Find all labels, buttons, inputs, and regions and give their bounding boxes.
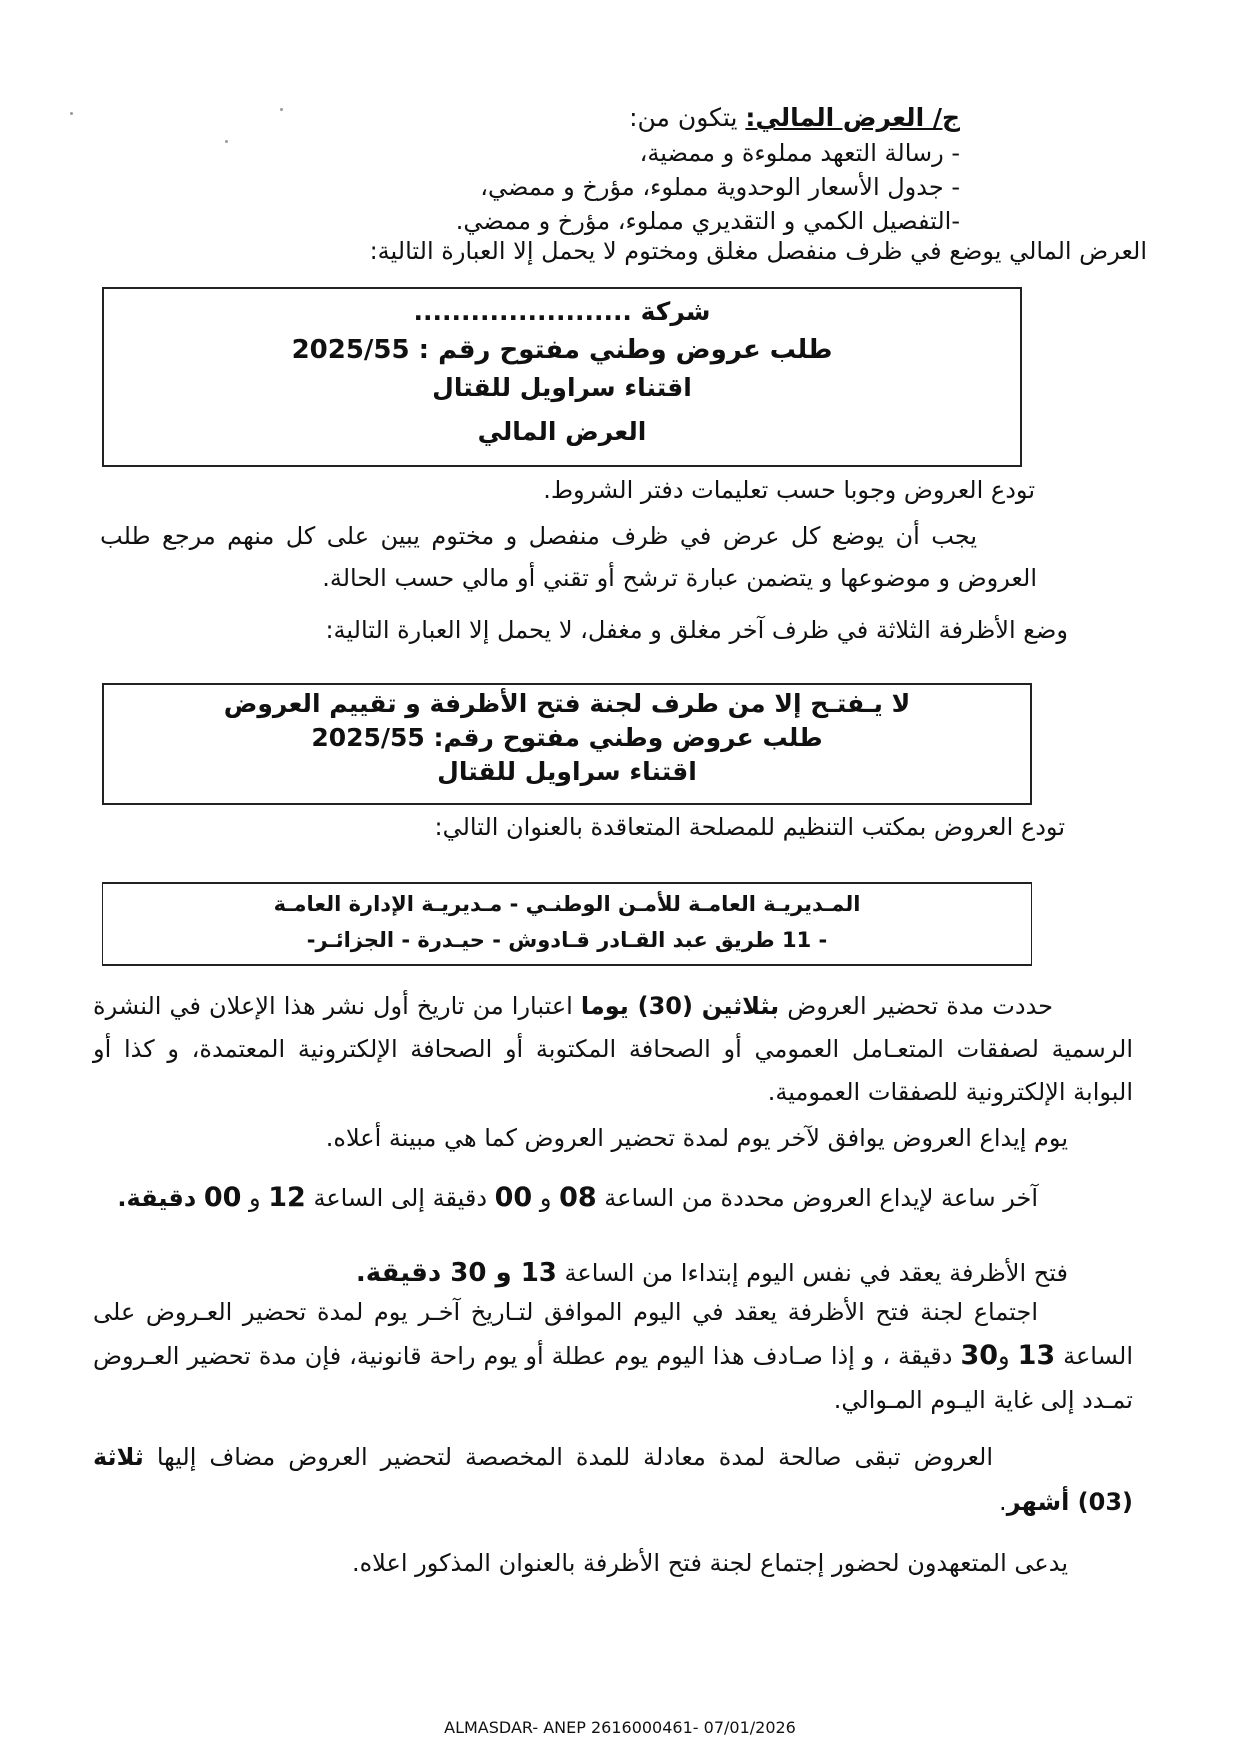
separate-envelopes-paragraph	[100, 515, 1037, 599]
deposit-hours-and-2: و	[241, 1184, 269, 1212]
preparation-period-text: حددت مدة تحضير العروض	[779, 992, 1053, 1020]
deposit-hours-to: دقيقة إلى الساعة	[305, 1184, 495, 1212]
section-heading-title: ج/ العرض المالي:	[745, 103, 960, 132]
preparation-period-text-end: اعتبارا من تاريخ أول نشر هذا الإعلان في النشرة الرسمية لصفقات المتعـامل العمومي أو الصحافة المكتوبة أو الصحافة الإلكترونية المعتمدة، و كذا أو البوابة الإلكترونية للصفقات العمومية.	[93, 992, 1133, 1106]
outer-envelope-box	[102, 683, 1032, 805]
tender-number: طلب عروض وطني مفتوح رقم: 2025/55	[311, 723, 823, 752]
three-envelopes-note: وضع الأظرفة الثلاثة في ظرف آخر مغلق و مغفل، لا يحمل إلا العبارة التالية:	[325, 616, 1068, 644]
section-heading	[629, 103, 960, 133]
end-hour: 12	[268, 1182, 306, 1213]
section-heading-suffix: يتكون من:	[629, 103, 746, 132]
separate-envelopes-text: يجب أن يوضع كل عرض في ظرف منفصل و مختوم يبين على كل منهم مرجع طلب العروض و موضوعها و يتضمن عبارة ترشح أو تقني أو مالي حسب الحالة.	[100, 522, 1037, 592]
opening-time-text: فتح الأظرفة يعقد في نفس اليوم إبتداءا من الساعة	[556, 1259, 1068, 1287]
scan-speck	[225, 140, 228, 143]
opening-time	[356, 1258, 1068, 1288]
deposit-address-intro: تودع العروض بمكتب التنظيم للمصلحة المتعاقدة بالعنوان التالي:	[434, 813, 1065, 841]
deposit-hours-and: و	[532, 1184, 560, 1212]
envelope-note: العرض المالي يوضع في ظرف منفصل مغلق ومختوم لا يحمل إلا العبارة التالية:	[369, 237, 1147, 265]
scan-speck	[70, 112, 73, 115]
tender-number: طلب عروض وطني مفتوح رقم : 2025/55	[291, 335, 833, 365]
company-line: شركة .......................	[413, 297, 711, 326]
address-line-1: المـديريـة العامـة للأمـن الوطنـي - مـديريـة الإدارة العامـة	[273, 892, 861, 916]
committee-meeting-text-end: دقيقة ، و إذا صـادف هذا اليوم يوم عطلة أو يوم راحة قانونية، فإن مدة تحضير العـروض تمـدد إلى غاية اليـوم المـوالي.	[93, 1342, 1133, 1414]
committee-meeting-text: اجتماع لجنة فتح الأظرفة يعقد في اليوم الموافق لتـاريخ آخـر يوم لمدة تحضير العـروض على الساعة	[93, 1298, 1134, 1370]
validity-end: .	[999, 1488, 1007, 1516]
invitation: يدعى المتعهدون لحضور إجتماع لجنة فتح الأظرفة بالعنوان المذكور اعلاه.	[351, 1549, 1068, 1577]
meeting-hour: 13	[1017, 1340, 1056, 1371]
meeting-minute: 30	[960, 1340, 999, 1371]
validity-paragraph	[93, 1435, 1133, 1525]
list-item: -التفصيل الكمي و التقديري مملوء، مؤرخ و ممضي.	[455, 207, 960, 235]
tender-subject: اقتناء سراويل للقتال	[432, 373, 692, 402]
committee-meeting-paragraph	[93, 1290, 1133, 1422]
end-minute: 00	[203, 1182, 242, 1213]
start-minute: 00	[494, 1182, 533, 1213]
deposit-hours-text: آخر ساعة لإيداع العروض محددة من الساعة	[596, 1184, 1038, 1212]
footer-reference: ALMASDAR- ANEP 2616000461- 07/01/2026	[444, 1718, 796, 1737]
tender-subject: اقتناء سراويل للقتال	[437, 757, 697, 786]
start-hour: 08	[559, 1182, 597, 1213]
deposit-day: يوم إيداع العروض يوافق لآخر يوم لمدة تحضير العروض كما هي مبينة أعلاه.	[325, 1124, 1068, 1152]
validity-duration: ثلاثة (03) أشهر	[93, 1443, 1133, 1516]
deposit-hours-minute-word: دقيقة.	[117, 1184, 197, 1212]
offer-type-label: العرض المالي	[477, 417, 647, 446]
address-box	[102, 882, 1032, 966]
financial-envelope-box	[102, 287, 1022, 467]
meeting-and: و	[998, 1342, 1018, 1370]
list-item: - جدول الأسعار الوحدوية مملوء، مؤرخ و ممضي،	[480, 173, 960, 201]
preparation-period-days: بثلاثين (30) يوما	[580, 992, 780, 1020]
opening-time-value: 13 و 30 دقيقة.	[355, 1258, 557, 1288]
preparation-period-paragraph	[93, 985, 1133, 1114]
scan-speck	[280, 108, 283, 111]
deposit-instructions: تودع العروض وجوبا حسب تعليمات دفتر الشروط.	[543, 476, 1035, 504]
opening-restriction: لا يـفتـح إلا من طرف لجنة فتح الأظرفة و تقييم العروض	[223, 689, 911, 718]
validity-text: العروض تبقى صالحة لمدة معادلة للمدة المخصصة لتحضير العروض مضاف إليها	[143, 1443, 993, 1471]
list-item: - رسالة التعهد مملوءة و ممضية،	[639, 139, 960, 167]
address-line-2: - 11 طريق عبد القـادر قـادوش - حيـدرة - الجزائـر-	[306, 928, 828, 952]
deposit-hours-paragraph	[93, 1173, 1133, 1223]
